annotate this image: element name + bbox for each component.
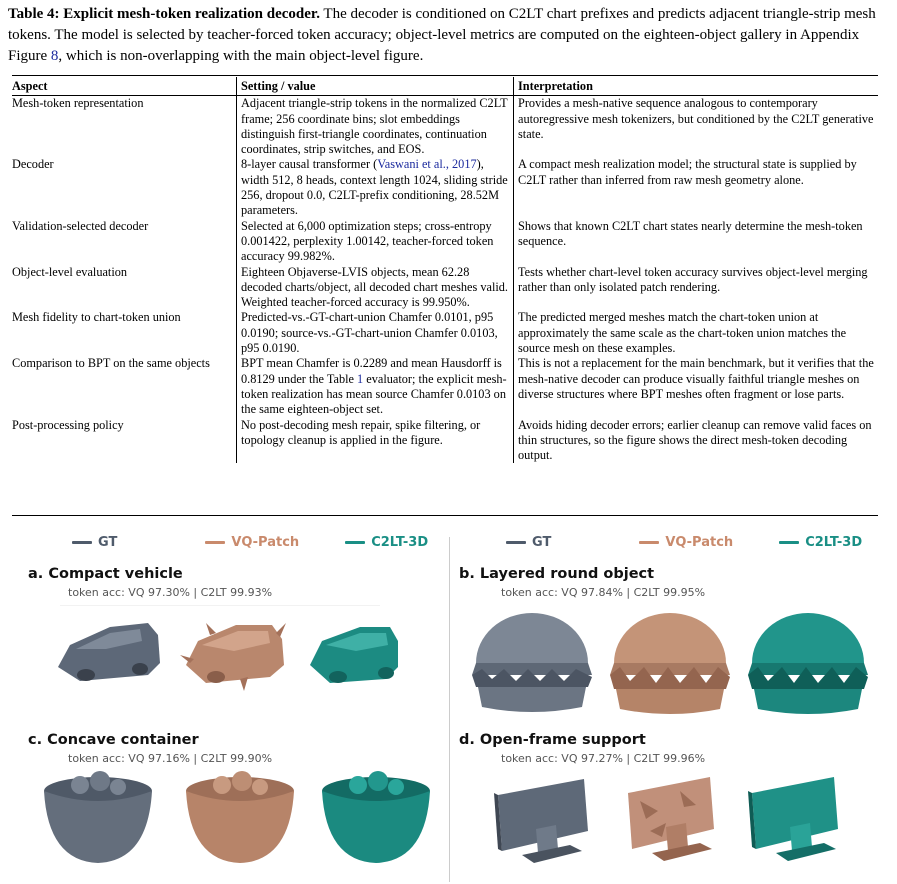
monitor-c2lt-render [748, 777, 838, 861]
burger-gt-render [472, 613, 592, 712]
row-interpretation: Avoids hiding decoder errors; earlier cleanup can remove valid faces on thin structures, so the figure shows the direct mesh-token decoding output. [514, 418, 879, 464]
legend-gt [506, 535, 551, 550]
bowl-gt-render [44, 771, 152, 863]
panel-a-renders [40, 605, 400, 705]
header-setting: Setting / value [237, 77, 514, 96]
row-setting: Predicted-vs.-GT-chart-union Chamfer 0.0101, p95 0.0190; source-vs.-GT-chart-union Chamfer 0.0103, p95 0.0190. [237, 310, 514, 356]
row-aspect: Decoder [12, 157, 54, 172]
row-interpretation: This is not a replacement for the main benchmark, but it verifies that the mesh-native decoder can produce visually faithful triangle meshes on diverse structures where BPT meshes often fragment or lose parts. [514, 356, 879, 417]
table-row [12, 310, 878, 356]
row-interpretation: The predicted merged meshes match the chart-token union at approximately the same scale as the chart-token union matches the source mesh on these examples. [514, 310, 879, 356]
row-interpretation: A compact mesh realization model; the structural state is supplied by C2LT rather than inferred from raw mesh geometry alone. [514, 157, 879, 218]
header-interpretation: Interpretation [514, 77, 879, 96]
caption-text: The decoder is conditioned on C2LT chart prefixes and predicts adjacent triangle-strip mesh tokens. The model is selected by teacher-forced token accuracy; object-level metrics are computed on the eighteen-object gallery in Appendix Figure [8, 6, 876, 64]
legend-vq [205, 535, 299, 550]
table-row [12, 219, 878, 265]
legend-swatch [205, 541, 225, 544]
table-top-rule [12, 75, 878, 76]
row-aspect: Mesh-token representation [12, 96, 144, 111]
table-row [12, 96, 878, 158]
legend-gt [72, 535, 117, 550]
panel-c-renders [40, 771, 440, 871]
panel-divider [449, 537, 450, 882]
panel-b-title: b. Layered round object [459, 566, 655, 582]
row-setting: Eighteen Objaverse-LVIS objects, mean 62.28 decoded charts/object, all decoded chart meshes valid. Weighted teacher-forced accuracy is 99.950%. [237, 265, 514, 311]
setting-text: BPT mean Chamfer is 0.2289 and mean Hausdorff is 0.8129 under the Table [241, 356, 502, 386]
panel-b-subtitle: token acc: VQ 97.84% | C2LT 99.95% [501, 586, 706, 599]
car-c2lt-render [310, 627, 398, 683]
row-aspect: Object-level evaluation [12, 264, 128, 279]
header-aspect: Aspect [12, 77, 237, 96]
panel-b-renders [468, 603, 888, 728]
table-bottom-rule [12, 515, 878, 516]
setting-text: 8-layer causal transformer ( [241, 157, 378, 172]
table-ref-link[interactable]: 1 [357, 371, 364, 386]
monitor-gt-render [494, 779, 588, 863]
row-setting: No post-decoding mesh repair, spike filtering, or topology cleanup is applied in the figure. [237, 418, 514, 464]
row-setting [237, 157, 514, 218]
row-aspect: Validation-selected decoder [12, 218, 149, 233]
table-row [12, 356, 878, 417]
legend-c2lt [779, 535, 862, 550]
panel-a-title: a. Compact vehicle [28, 566, 183, 582]
legend-right [506, 535, 896, 550]
legend-swatch [639, 541, 659, 544]
row-setting [237, 356, 514, 417]
row-aspect: Post-processing policy [12, 417, 124, 432]
row-aspect: Comparison to BPT on the same objects [12, 356, 210, 371]
car-vq-render [180, 623, 286, 691]
panel-d-subtitle: token acc: VQ 97.27% | C2LT 99.96% [501, 752, 706, 765]
row-aspect: Mesh fidelity to chart-token union [12, 310, 181, 325]
legend-label: GT [532, 535, 552, 550]
row-interpretation: Provides a mesh-native sequence analogous to contemporary autoregressive mesh tokenizers, but conditioned by the C2LT generative state. [514, 96, 879, 158]
legend-label: VQ-Patch [231, 535, 300, 550]
panel-d-title: d. Open-frame support [459, 732, 646, 748]
bowl-c2lt-render [322, 771, 430, 863]
caption-text-end: , which is non-overlapping with the main object-level figure. [58, 48, 424, 64]
caption-label: Table 4: Explicit mesh-token realization decoder. [8, 6, 320, 22]
legend-label: VQ-Patch [665, 535, 734, 550]
car-gt-render [58, 623, 160, 681]
panel-c-title: c. Concave container [28, 732, 199, 748]
panel-d-renders [490, 771, 850, 871]
citation-link[interactable]: Vaswani et al., 2017 [377, 157, 477, 172]
row-interpretation: Shows that known C2LT chart states nearly determine the mesh-token sequence. [514, 219, 879, 265]
panel-a-subtitle: token acc: VQ 97.30% | C2LT 99.93% [68, 586, 273, 599]
legend-c2lt [345, 535, 428, 550]
legend-label: C2LT-3D [805, 535, 863, 550]
panel-c-subtitle: token acc: VQ 97.16% | C2LT 99.90% [68, 752, 273, 765]
spec-table [12, 77, 878, 463]
row-setting: Selected at 6,000 optimization steps; cross-entropy 0.001422, perplexity 1.00142, teacher-forced token accuracy 99.982%. [237, 219, 514, 265]
row-interpretation: Tests whether chart-level token accuracy survives object-level merging rather than only isolated patch rendering. [514, 265, 879, 311]
table-header-row [12, 77, 878, 96]
row-setting: Adjacent triangle-strip tokens in the normalized C2LT frame; 256 coordinate bins; slot embeddings distinguish first-triangle coordinates, continuation coordinates, strip switches, and EOS. [237, 96, 514, 158]
legend-left [72, 535, 462, 550]
comparison-figure [0, 525, 897, 884]
legend-swatch [779, 541, 799, 544]
burger-vq-render [610, 613, 730, 714]
legend-swatch [345, 541, 365, 544]
monitor-vq-render [628, 777, 714, 861]
table-row [12, 265, 878, 311]
legend-label: C2LT-3D [371, 535, 429, 550]
appendix-figure-link[interactable]: 8 [50, 48, 59, 64]
bowl-vq-render [186, 771, 294, 863]
legend-swatch [506, 541, 526, 544]
legend-label: GT [98, 535, 118, 550]
legend-vq [639, 535, 733, 550]
legend-swatch [72, 541, 92, 544]
table-row [12, 157, 878, 218]
setting-text: ), width 512, 8 heads, context length 1024, sliding stride 256, dropout 0.0, C2LT-prefix conditioning, 28.52M parameters. [241, 157, 508, 218]
table-caption [8, 4, 892, 67]
setting-text: evaluator; the explicit mesh-token realization has mean source Chamfer 0.0103 on the same eighteen-object set. [241, 371, 507, 417]
burger-c2lt-render [748, 613, 868, 714]
table-row [12, 418, 878, 464]
